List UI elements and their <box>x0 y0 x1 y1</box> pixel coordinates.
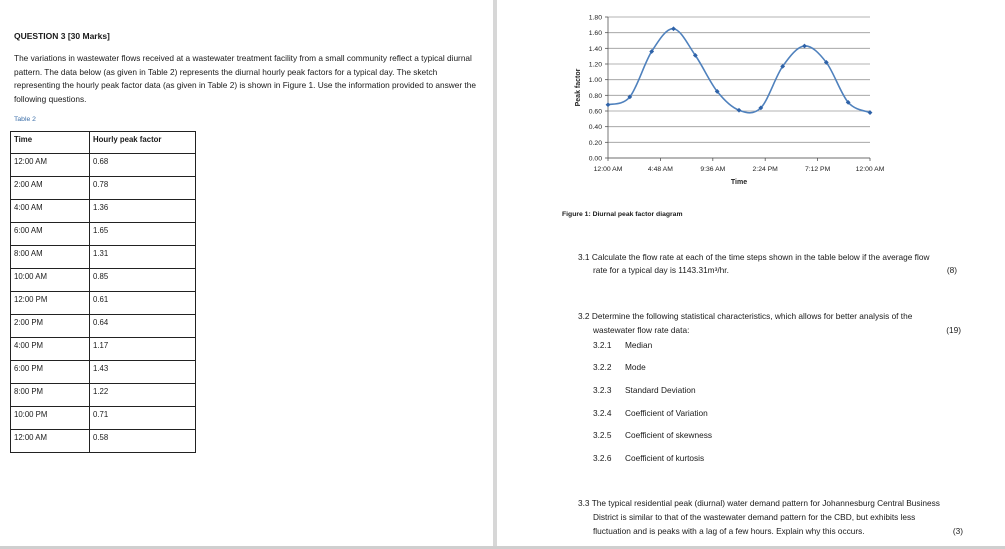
factor-cell: 1.17 <box>90 338 196 361</box>
time-cell: 10:00 AM <box>11 269 90 292</box>
header-time: Time <box>11 132 90 154</box>
table-row <box>11 430 196 453</box>
time-cell: 2:00 PM <box>11 315 90 338</box>
table-row <box>11 200 196 223</box>
x-tick-label: 12:00 AM <box>593 166 623 173</box>
factor-cell: 1.31 <box>90 246 196 269</box>
factor-cell: 1.65 <box>90 223 196 246</box>
table-row <box>11 384 196 407</box>
table-row <box>11 223 196 246</box>
factor-cell: 0.61 <box>90 292 196 315</box>
time-cell: 8:00 AM <box>11 246 90 269</box>
q33-line3: fluctuation and is peaks with a lag of a few hours. Explain why this occurs. <box>593 526 865 536</box>
table-row <box>11 361 196 384</box>
factor-cell: 0.78 <box>90 177 196 200</box>
q32-item-label: Coefficient of Variation <box>625 408 708 418</box>
data-point <box>802 44 807 49</box>
table-row <box>11 315 196 338</box>
factor-cell: 1.22 <box>90 384 196 407</box>
q32-item-num: 3.2.5 <box>593 430 612 440</box>
factor-cell: 1.43 <box>90 361 196 384</box>
q32-item-num: 3.2.3 <box>593 385 612 395</box>
table-row <box>11 177 196 200</box>
table-row <box>11 269 196 292</box>
series-line <box>608 29 870 113</box>
q32-item-label: Coefficient of kurtosis <box>625 453 705 463</box>
data-point <box>737 108 742 113</box>
y-tick-label: 1.60 <box>588 30 602 38</box>
y-axis-title: Peak factor <box>575 68 582 107</box>
peak-factor-table <box>10 131 196 453</box>
q32-line2: wastewater flow rate data: <box>593 325 690 335</box>
time-cell: 12:00 AM <box>11 154 90 177</box>
table-row <box>11 246 196 269</box>
table-row <box>11 338 196 361</box>
q33-line2: District is similar to that of the wastewater demand pattern for the CBD, but exhibits less <box>593 512 916 522</box>
factor-cell: 0.71 <box>90 407 196 430</box>
table-row <box>11 407 196 430</box>
x-tick-label: 4:48 AM <box>647 166 673 173</box>
q32-item-label: Standard Deviation <box>625 385 696 395</box>
q31-line2: rate for a typical day is 1143.31m³/hr. <box>593 265 729 275</box>
q31-marks: (8) <box>946 265 957 275</box>
y-tick-label: 0.60 <box>588 108 602 116</box>
y-tick-label: 0.40 <box>588 124 602 132</box>
x-tick-label: 12:00 AM <box>855 166 885 173</box>
table-row <box>11 292 196 315</box>
y-tick-label: 1.20 <box>588 61 602 69</box>
y-tick-label: 0.00 <box>588 155 602 163</box>
time-cell: 8:00 PM <box>11 384 90 407</box>
factor-cell: 0.58 <box>90 430 196 453</box>
question-heading: QUESTION 3 [30 Marks] <box>14 31 110 41</box>
q32-item-label: Median <box>625 340 653 350</box>
q31-line1: 3.1 Calculate the flow rate at each of the time steps shown in the table below if the average flow <box>578 252 930 262</box>
q32-item-label: Mode <box>625 362 646 372</box>
diurnal-peak-factor-chart <box>563 8 893 188</box>
q32-item-num: 3.2.6 <box>593 453 612 463</box>
y-tick-label: 0.20 <box>588 139 602 147</box>
x-tick-label: 9:36 AM <box>700 166 726 173</box>
q32-item-num: 3.2.2 <box>593 362 612 372</box>
table-row <box>11 154 196 177</box>
x-axis-title: Time <box>730 179 748 186</box>
factor-cell: 0.68 <box>90 154 196 177</box>
x-tick-label: 2:24 PM <box>752 166 778 173</box>
data-point <box>606 102 611 107</box>
left-page <box>0 0 493 549</box>
time-cell: 6:00 PM <box>11 361 90 384</box>
y-tick-label: 1.40 <box>588 45 602 53</box>
y-tick-label: 1.00 <box>588 77 602 85</box>
q32-item-label: Coefficient of skewness <box>625 430 713 440</box>
data-point <box>671 26 676 31</box>
q33-marks: (3) <box>952 526 963 536</box>
header-peak-factor: Hourly peak factor <box>90 132 196 154</box>
question-intro: The variations in wastewater flows received at a wastewater treatment facility from a small community reflect a typical diurnal pattern. The data below (as given in Table 2) represents the diurnal hourly peak factors for a typical day. The sketch representing the hourly peak factor data (as given in Table 2) is shown in Figure 1. Use the information provided to answer the following questions. <box>14 53 476 105</box>
y-tick-label: 0.80 <box>588 92 602 100</box>
factor-cell: 1.36 <box>90 200 196 223</box>
table-header-row <box>11 132 196 154</box>
time-cell: 2:00 AM <box>11 177 90 200</box>
time-cell: 6:00 AM <box>11 223 90 246</box>
time-cell: 10:00 PM <box>11 407 90 430</box>
x-tick-label: 7:12 PM <box>804 166 831 173</box>
y-tick-label: 1.80 <box>588 14 602 22</box>
time-cell: 4:00 PM <box>11 338 90 361</box>
q32-item-num: 3.2.4 <box>593 408 612 418</box>
factor-cell: 0.85 <box>90 269 196 292</box>
figure-caption: Figure 1: Diurnal peak factor diagram <box>562 211 683 218</box>
q32-marks: (19) <box>946 325 961 335</box>
q32-item-num: 3.2.1 <box>593 340 612 350</box>
q32-line1: 3.2 Determine the following statistical characteristics, which allows for better analysis of the <box>578 311 913 321</box>
time-cell: 12:00 PM <box>11 292 90 315</box>
time-cell: 4:00 AM <box>11 200 90 223</box>
time-cell: 12:00 AM <box>11 430 90 453</box>
q33-line1: 3.3 The typical residential peak (diurnal) water demand pattern for Johannesburg Central Business <box>578 498 940 508</box>
table-caption: Table 2 <box>14 116 36 123</box>
factor-cell: 0.64 <box>90 315 196 338</box>
